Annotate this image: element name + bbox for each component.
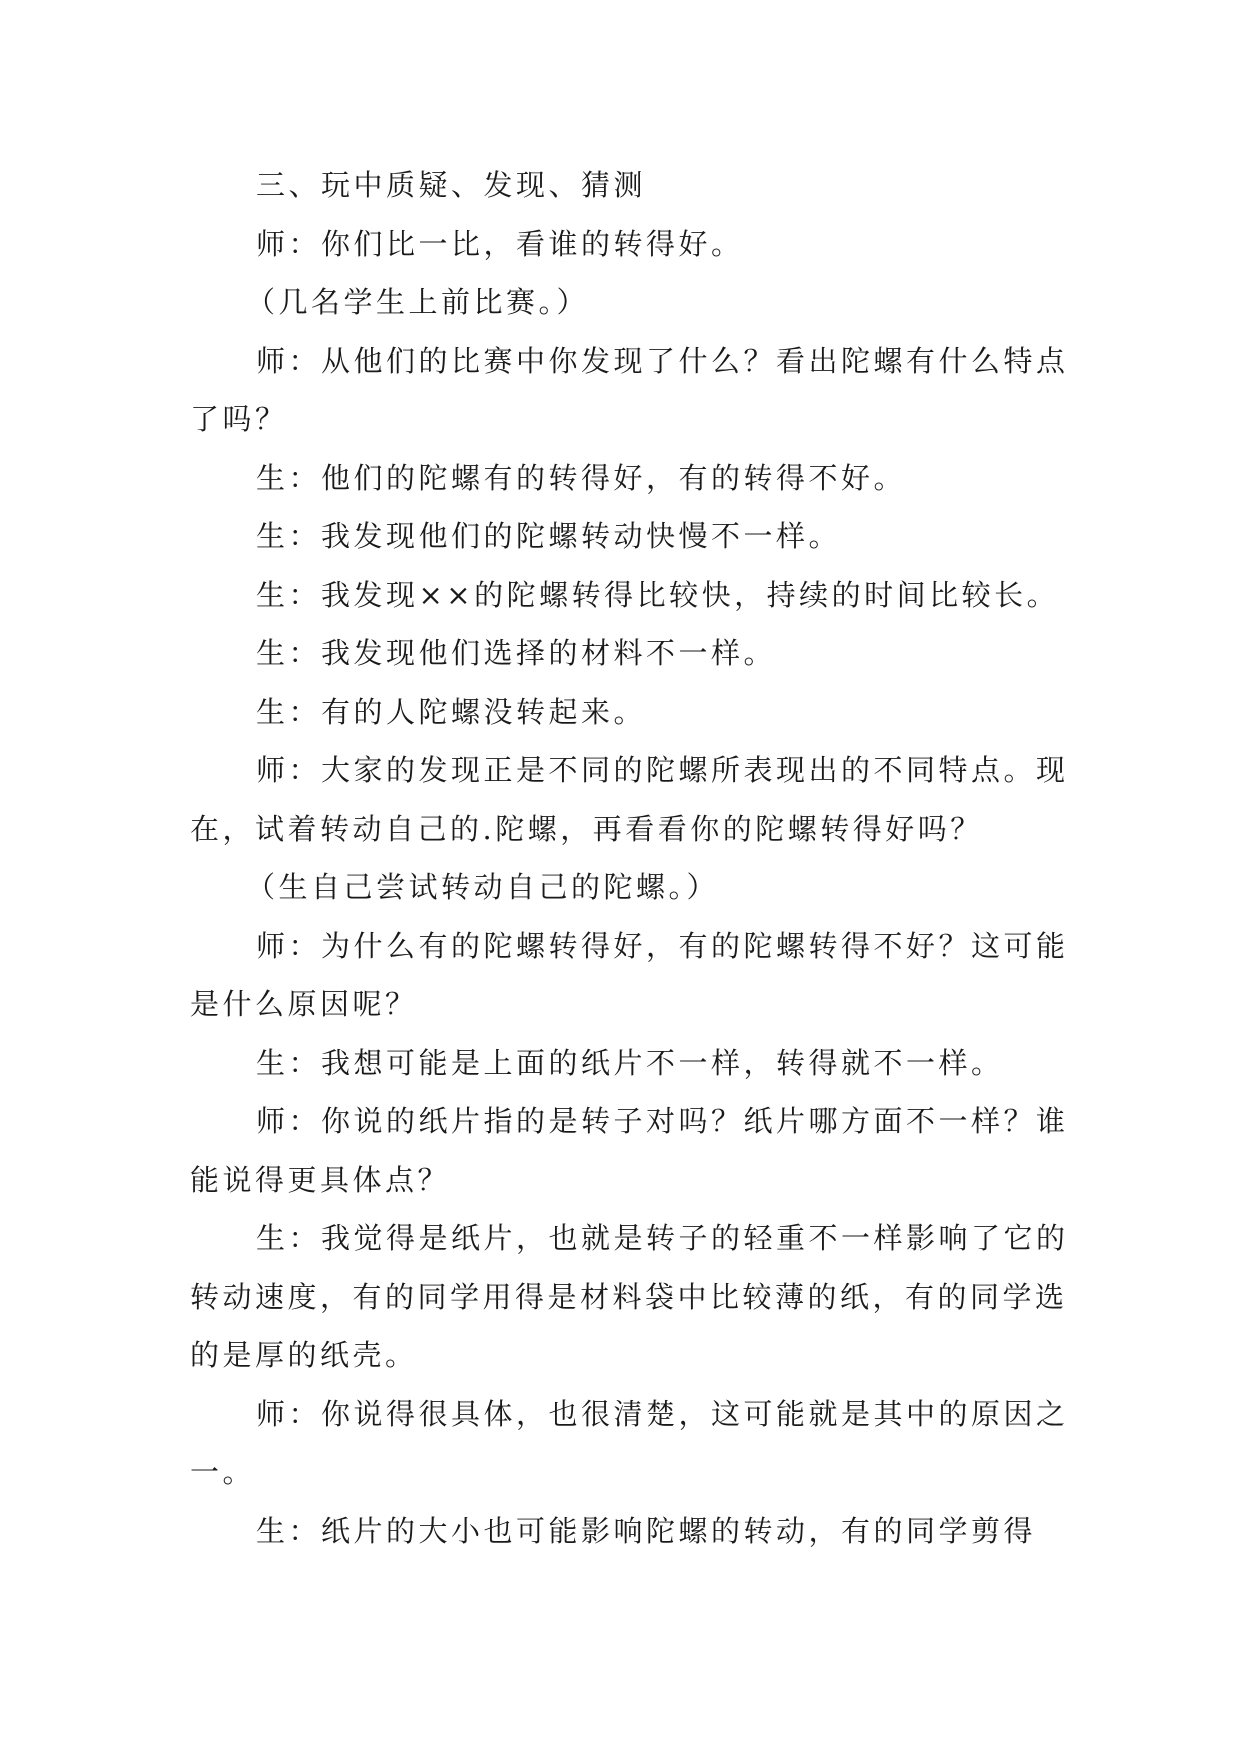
dialogue-line: 生：纸片的大小也可能影响陀螺的转动，有的同学剪得: [256, 1513, 1037, 1548]
dialogue-line: 生：我发现他们的陀螺转动快慢不一样。: [256, 519, 842, 553]
dialogue-line: 生：我觉得是纸片，也就是转子的轻重不一样影响了它的转动速度，有的同学用得是材料袋中比较薄的纸，有的同学选的是厚的纸壳。: [190, 1221, 1069, 1372]
dialogue-line: 生：我发现他们选择的材料不一样。: [256, 636, 777, 670]
dialogue-line: 师：为什么有的陀螺转得好，有的陀螺转得不好？这可能是什么原因呢？: [190, 928, 1069, 1021]
dialogue-line: 师：从他们的比赛中你发现了什么？看出陀螺有什么特点了吗？: [190, 343, 1069, 436]
document-body: [190, 156, 1070, 1560]
dialogue-line: 生：我发现××的陀螺转得比较快，持续的时间比较长。: [256, 577, 1060, 612]
stage-direction: （几名学生上前比赛。）: [246, 285, 590, 319]
dialogue-line: 师：你说的纸片指的是转子对吗？纸片哪方面不一样？谁能说得更具体点？: [190, 1104, 1069, 1197]
section-heading: 三、玩中质疑、发现、猜测: [256, 168, 647, 202]
dialogue-line: 生：他们的陀螺有的转得好，有的转得不好。: [256, 460, 907, 495]
dialogue-line: 生：我想可能是上面的纸片不一样，转得就不一样。: [256, 1045, 1004, 1080]
stage-direction: （生自己尝试转动自己的陀螺。）: [246, 870, 720, 904]
dialogue-line: 师：大家的发现正是不同的陀螺所表现出的不同特点。现在，试着转动自己的.陀螺，再看看你的陀螺转得好吗？: [190, 753, 1069, 846]
dialogue-line: 师：你们比一比，看谁的转得好。: [256, 226, 744, 261]
dialogue-line: 师：你说得很具体，也很清楚，这可能就是其中的原因之一。: [190, 1396, 1069, 1489]
dialogue-line: 生：有的人陀螺没转起来。: [256, 694, 647, 729]
